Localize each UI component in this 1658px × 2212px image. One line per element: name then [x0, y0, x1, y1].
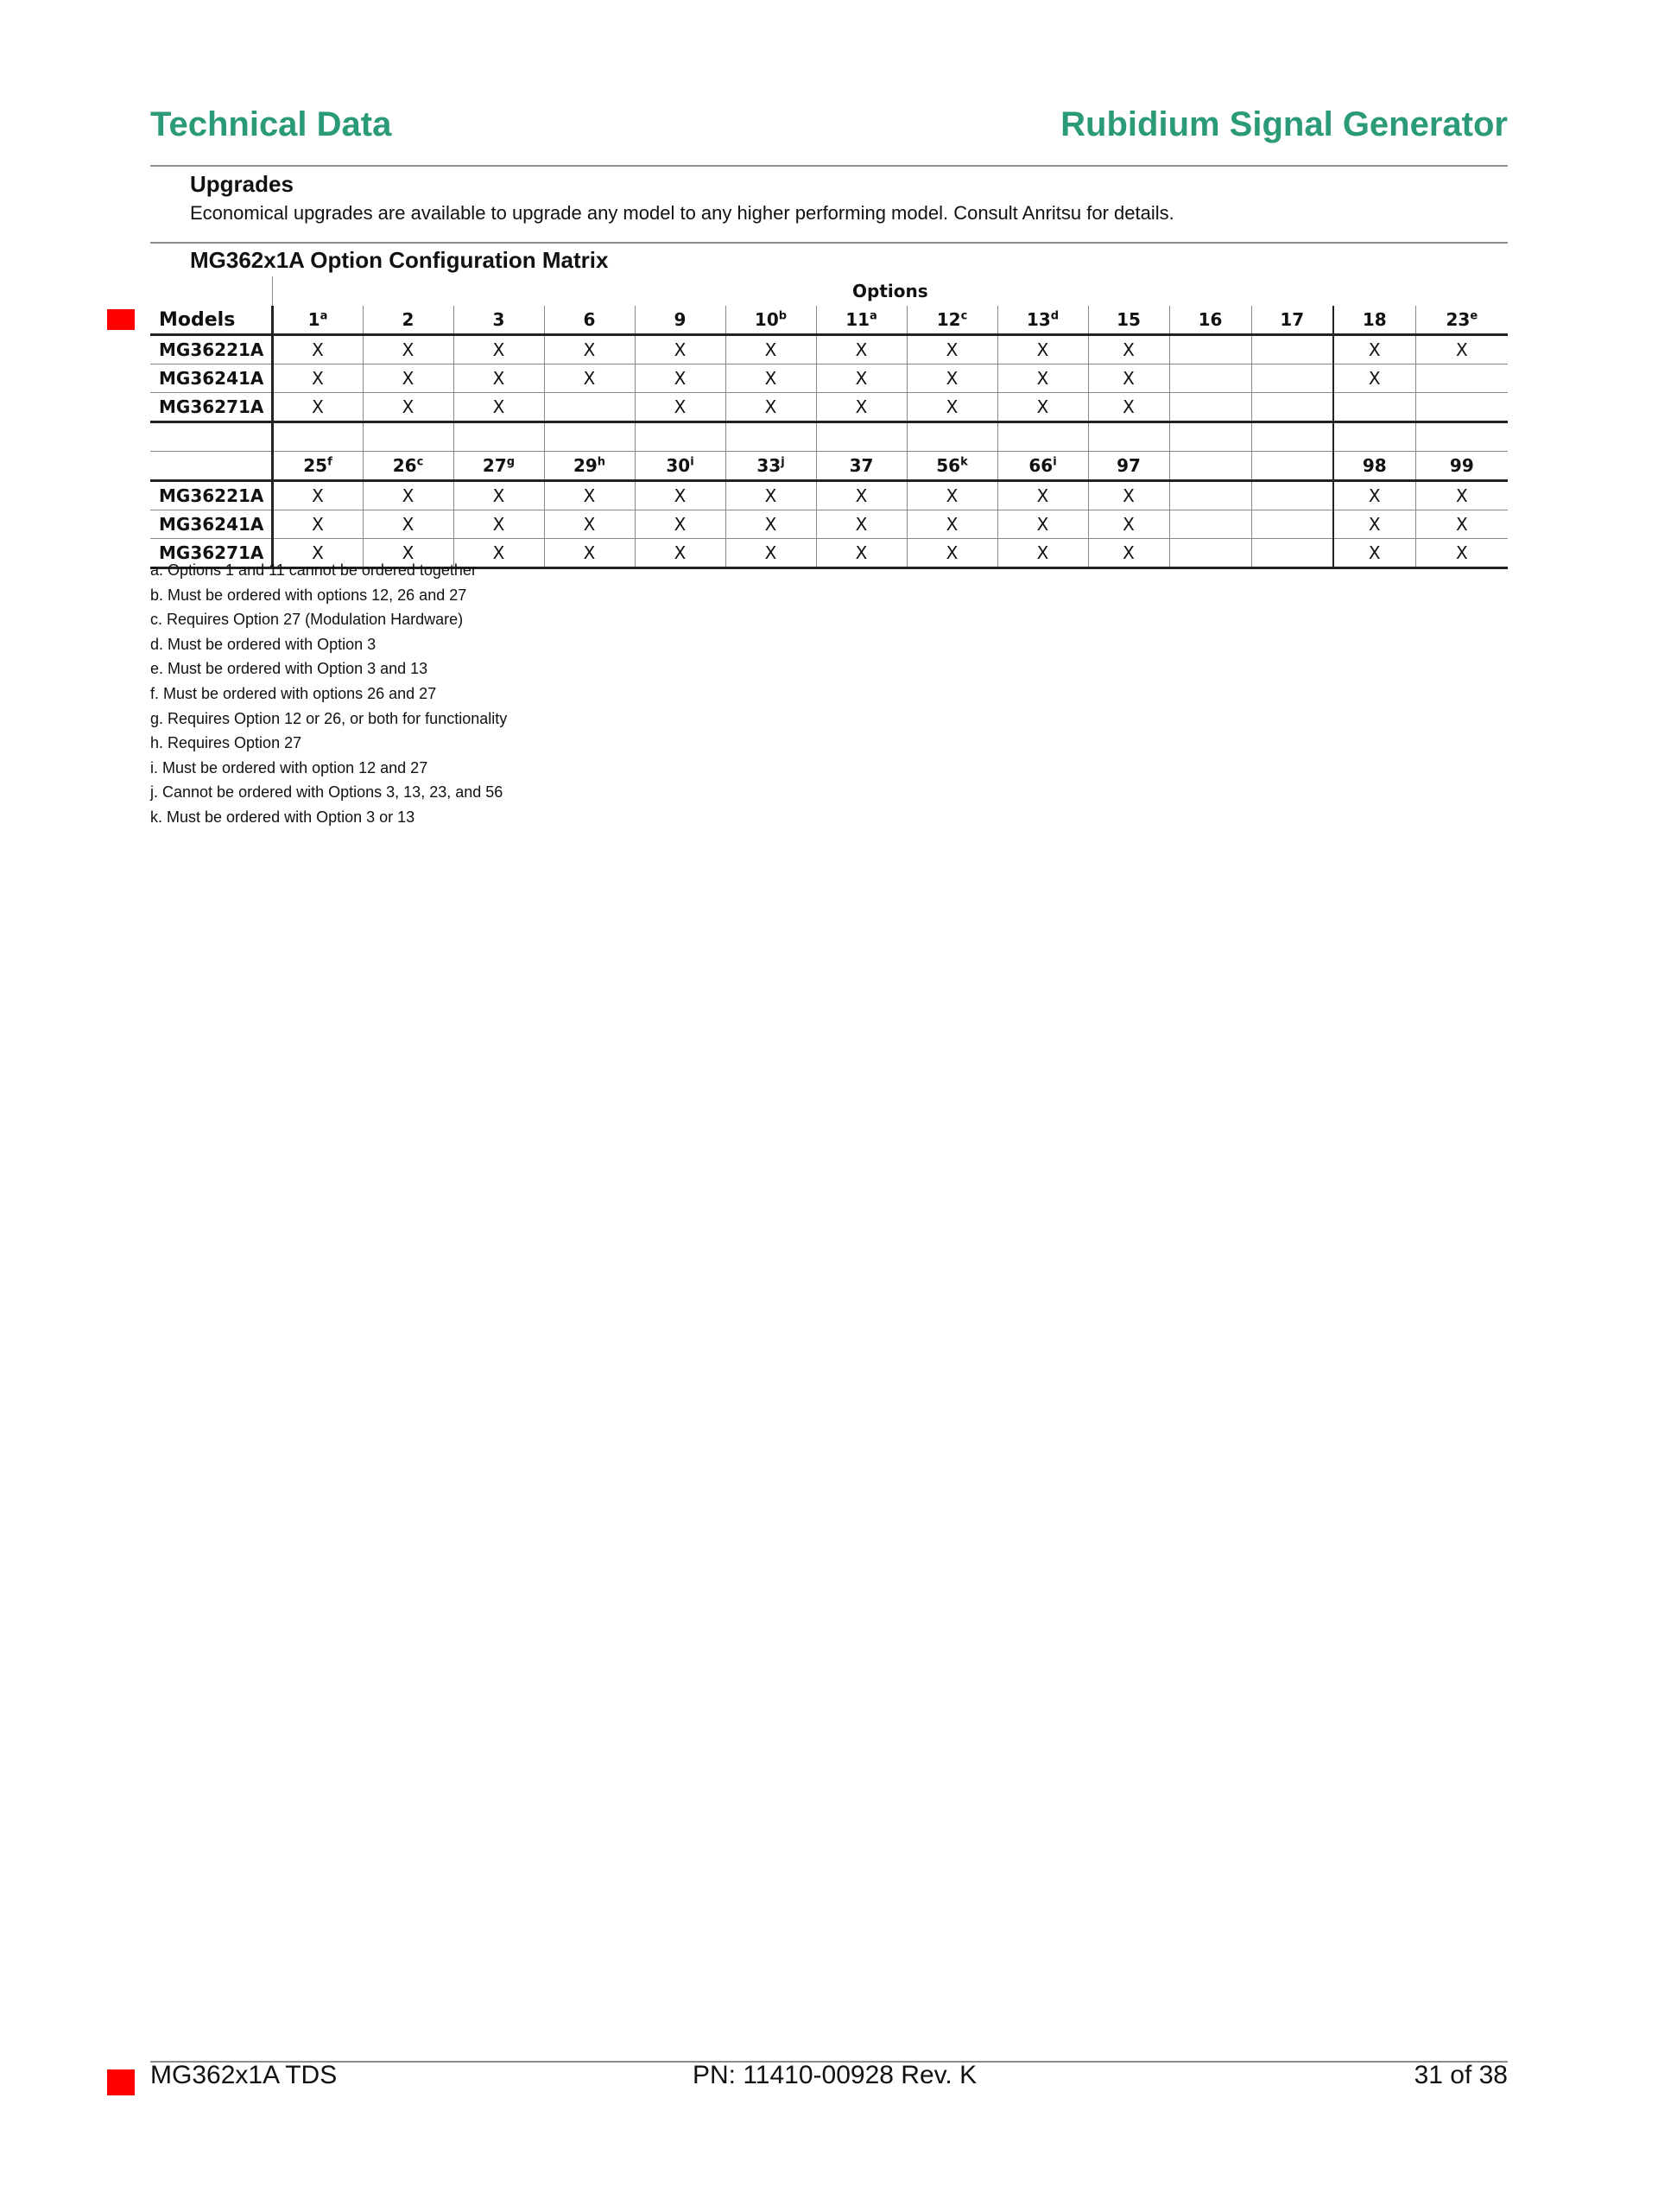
option-footnote-ref: c — [416, 455, 424, 469]
option-availability-cell — [1169, 335, 1251, 364]
corner-cell — [150, 276, 272, 306]
option-header — [816, 452, 907, 481]
option-availability-cell: X — [725, 481, 816, 510]
option-availability-cell: X — [272, 364, 363, 393]
option-availability-cell — [1169, 481, 1251, 510]
header-product-name: Rubidium Signal Generator — [1060, 105, 1508, 143]
option-footnote-ref: b — [778, 309, 788, 323]
block1-header-row — [150, 306, 1508, 335]
footnote-item: b. Must be ordered with options 12, 26 and 27 — [150, 586, 467, 604]
option-availability-cell: X — [544, 510, 635, 539]
option-availability-cell: X — [1088, 393, 1169, 422]
matrix-title: MG362x1A Option Configuration Matrix — [190, 247, 609, 273]
option-number: 10 — [754, 309, 779, 330]
option-number: 33 — [756, 455, 782, 476]
option-number: 26 — [392, 455, 417, 476]
option-header — [544, 306, 635, 335]
option-header — [453, 452, 544, 481]
options-label-row — [150, 276, 1508, 306]
option-availability-cell: X — [1088, 364, 1169, 393]
footnote-list — [150, 558, 507, 830]
option-availability-cell: X — [1333, 539, 1415, 568]
empty-cell — [363, 422, 453, 452]
option-number: 9 — [674, 309, 687, 330]
option-number: 98 — [1362, 455, 1387, 476]
empty-cell — [453, 422, 544, 452]
option-number: 29 — [573, 455, 598, 476]
model-name: MG36241A — [150, 364, 272, 393]
option-header — [363, 452, 453, 481]
option-footnote-ref: g — [506, 455, 516, 469]
empty-cell — [725, 422, 816, 452]
option-footnote-ref: i — [1053, 455, 1057, 469]
option-footnote-ref: k — [960, 455, 968, 469]
model-name: MG36221A — [150, 335, 272, 364]
option-availability-cell: X — [1333, 510, 1415, 539]
option-availability-cell: X — [907, 510, 997, 539]
model-name: MG36271A — [150, 393, 272, 422]
option-availability-cell: X — [453, 364, 544, 393]
option-number: 17 — [1280, 309, 1305, 330]
option-availability-cell: X — [997, 510, 1088, 539]
option-availability-cell: X — [635, 335, 725, 364]
option-header — [1415, 452, 1508, 481]
option-availability-cell: X — [997, 481, 1088, 510]
option-footnote-ref: c — [960, 309, 968, 323]
option-availability-cell: X — [453, 539, 544, 568]
option-availability-cell: X — [363, 510, 453, 539]
footnote-item: i. Must be ordered with option 12 and 27 — [150, 758, 428, 776]
option-availability-cell — [1169, 539, 1251, 568]
option-availability-cell — [1415, 393, 1508, 422]
option-availability-cell: X — [453, 393, 544, 422]
option-availability-cell — [1333, 393, 1415, 422]
option-footnote-ref: f — [327, 455, 332, 469]
option-availability-cell: X — [1088, 539, 1169, 568]
model-name: MG36271A — [150, 539, 272, 568]
option-availability-cell: X — [725, 335, 816, 364]
option-availability-cell — [1169, 364, 1251, 393]
option-footnote-ref: a — [870, 309, 877, 323]
option-footnote-ref: d — [1050, 309, 1060, 323]
option-availability-cell: X — [453, 481, 544, 510]
option-header — [1088, 306, 1169, 335]
option-number: 15 — [1117, 309, 1141, 330]
table-row — [150, 335, 1508, 364]
option-availability-cell: X — [997, 364, 1088, 393]
option-availability-cell: X — [725, 539, 816, 568]
option-header — [272, 452, 363, 481]
option-availability-cell: X — [635, 393, 725, 422]
option-footnote-ref: a — [320, 309, 328, 323]
option-availability-cell: X — [907, 393, 997, 422]
block2-header-row — [150, 452, 1508, 481]
upgrades-heading: Upgrades — [190, 171, 294, 197]
option-header — [1333, 452, 1415, 481]
option-number: 18 — [1362, 309, 1387, 330]
option-availability-cell: X — [453, 510, 544, 539]
option-number: 99 — [1449, 455, 1474, 476]
option-availability-cell: X — [816, 510, 907, 539]
empty-cell — [1251, 422, 1333, 452]
option-availability-cell: X — [997, 539, 1088, 568]
option-availability-cell: X — [635, 481, 725, 510]
option-availability-cell: X — [1088, 481, 1169, 510]
option-availability-cell — [1251, 393, 1333, 422]
model-name: MG36221A — [150, 481, 272, 510]
empty-cell — [635, 422, 725, 452]
footnote-item: k. Must be ordered with Option 3 or 13 — [150, 808, 415, 826]
spacer-row — [150, 422, 1508, 452]
footnote-item: j. Cannot be ordered with Options 3, 13, 23, and 56 — [150, 783, 503, 802]
option-header — [1088, 452, 1169, 481]
upgrades-text: Economical upgrades are available to upgrade any model to any higher performing model. Consult Anritsu for details. — [190, 202, 1174, 224]
empty-cell — [1169, 422, 1251, 452]
option-number: 30 — [666, 455, 691, 476]
option-number: 2 — [402, 309, 414, 330]
option-availability-cell: X — [816, 481, 907, 510]
option-availability-cell: X — [544, 335, 635, 364]
option-header — [363, 306, 453, 335]
option-header — [635, 306, 725, 335]
option-availability-cell: X — [816, 539, 907, 568]
models-header: Models — [150, 306, 272, 335]
option-availability-cell — [1251, 539, 1333, 568]
option-number: 16 — [1198, 309, 1223, 330]
option-header — [1251, 452, 1333, 481]
empty-cell — [816, 422, 907, 452]
option-availability-cell: X — [363, 393, 453, 422]
option-availability-cell: X — [363, 364, 453, 393]
footer-part-number: PN: 11410-00928 Rev. K — [693, 2061, 978, 2089]
options-label: Options — [272, 276, 1508, 306]
option-header — [1415, 306, 1508, 335]
option-availability-cell — [544, 393, 635, 422]
option-header — [1251, 306, 1333, 335]
option-availability-cell: X — [1415, 481, 1508, 510]
footnote-item: f. Must be ordered with options 26 and 27 — [150, 684, 437, 702]
option-availability-cell: X — [635, 364, 725, 393]
empty-cell — [150, 422, 272, 452]
option-availability-cell: X — [1415, 539, 1508, 568]
header-divider — [150, 165, 1508, 167]
option-availability-cell: X — [997, 393, 1088, 422]
option-availability-cell: X — [544, 539, 635, 568]
option-header — [907, 306, 997, 335]
option-footnote-ref: j — [781, 455, 785, 469]
option-availability-cell: X — [635, 539, 725, 568]
option-number: 11 — [845, 309, 870, 330]
option-availability-cell — [1169, 510, 1251, 539]
option-footnote-ref: h — [597, 455, 606, 469]
option-availability-cell: X — [363, 481, 453, 510]
option-availability-cell: X — [725, 510, 816, 539]
option-availability-cell: X — [635, 510, 725, 539]
option-availability-cell: X — [544, 364, 635, 393]
footnote-item: d. Must be ordered with Option 3 — [150, 635, 377, 653]
model-name: MG36241A — [150, 510, 272, 539]
option-availability-cell — [1251, 335, 1333, 364]
option-number: 6 — [583, 309, 596, 330]
option-availability-cell: X — [272, 393, 363, 422]
option-availability-cell: X — [363, 335, 453, 364]
header-doc-type: Technical Data — [150, 105, 392, 143]
option-number: 12 — [936, 309, 961, 330]
option-header — [997, 306, 1088, 335]
option-availability-cell: X — [816, 393, 907, 422]
option-availability-cell: X — [1333, 481, 1415, 510]
option-availability-cell: X — [1088, 510, 1169, 539]
option-availability-cell: X — [1415, 510, 1508, 539]
table-row — [150, 393, 1508, 422]
option-availability-cell: X — [272, 539, 363, 568]
option-availability-cell — [1251, 481, 1333, 510]
footnote-item: e. Must be ordered with Option 3 and 13 — [150, 660, 428, 678]
footer-page-number: 31 of 38 — [1414, 2061, 1508, 2089]
option-availability-cell: X — [544, 481, 635, 510]
footnote-item: h. Requires Option 27 — [150, 734, 302, 752]
option-availability-cell: X — [1415, 335, 1508, 364]
option-number: 3 — [492, 309, 505, 330]
option-header — [725, 306, 816, 335]
option-availability-cell: X — [1333, 364, 1415, 393]
footer-marker — [107, 2069, 135, 2095]
option-availability-cell: X — [272, 335, 363, 364]
empty-cell — [1088, 422, 1169, 452]
option-number: 23 — [1446, 309, 1471, 330]
option-header — [635, 452, 725, 481]
option-availability-cell: X — [907, 335, 997, 364]
option-header — [1333, 306, 1415, 335]
empty-cell — [1333, 422, 1415, 452]
option-footnote-ref: i — [690, 455, 694, 469]
option-availability-cell: X — [907, 481, 997, 510]
option-availability-cell — [1415, 364, 1508, 393]
option-number: 25 — [303, 455, 328, 476]
footnote-item: g. Requires Option 12 or 26, or both for functionality — [150, 709, 508, 727]
empty-cell — [907, 422, 997, 452]
option-header — [907, 452, 997, 481]
option-header — [816, 306, 907, 335]
option-header — [453, 306, 544, 335]
option-availability-cell: X — [997, 335, 1088, 364]
footer-doc-name: MG362x1A TDS — [150, 2061, 338, 2089]
footnote-item: a. Options 1 and 11 cannot be ordered together — [150, 561, 477, 579]
option-availability-cell — [1251, 364, 1333, 393]
empty-cell — [997, 422, 1088, 452]
option-number: 13 — [1026, 309, 1051, 330]
option-availability-cell — [1251, 510, 1333, 539]
section-divider — [150, 242, 1508, 244]
empty-cell — [1415, 422, 1508, 452]
option-number: 56 — [936, 455, 961, 476]
option-availability-cell: X — [272, 481, 363, 510]
option-header — [272, 306, 363, 335]
table-row — [150, 364, 1508, 393]
option-availability-cell: X — [725, 393, 816, 422]
option-number: 66 — [1028, 455, 1054, 476]
option-number: 1 — [307, 309, 320, 330]
option-header — [725, 452, 816, 481]
table-row — [150, 510, 1508, 539]
option-availability-cell: X — [272, 510, 363, 539]
option-number: 27 — [482, 455, 507, 476]
option-availability-cell: X — [816, 364, 907, 393]
option-availability-cell: X — [1088, 335, 1169, 364]
empty-cell — [272, 422, 363, 452]
option-availability-cell: X — [363, 539, 453, 568]
option-number: 37 — [849, 455, 874, 476]
option-availability-cell: X — [725, 364, 816, 393]
option-availability-cell — [1169, 393, 1251, 422]
option-availability-cell: X — [907, 539, 997, 568]
table-row — [150, 481, 1508, 510]
models-header — [150, 452, 272, 481]
option-availability-cell: X — [907, 364, 997, 393]
option-matrix-table — [150, 276, 1508, 569]
empty-cell — [544, 422, 635, 452]
option-header — [997, 452, 1088, 481]
option-availability-cell: X — [1333, 335, 1415, 364]
option-availability-cell: X — [816, 335, 907, 364]
option-number: 97 — [1117, 455, 1141, 476]
option-footnote-ref: e — [1470, 309, 1478, 323]
revision-marker — [107, 309, 135, 330]
option-availability-cell: X — [453, 335, 544, 364]
option-header — [1169, 452, 1251, 481]
option-header — [1169, 306, 1251, 335]
option-header — [544, 452, 635, 481]
footnote-item: c. Requires Option 27 (Modulation Hardware) — [150, 611, 464, 629]
